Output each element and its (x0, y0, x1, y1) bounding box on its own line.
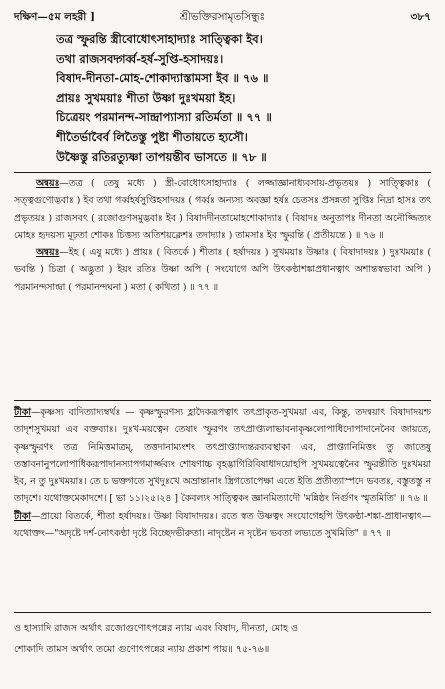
translation-line: শোকাদি তামস অর্থাৎ তমো গুণোৎপন্নের ন্যায় প্রকাশ পায়॥ ৭৫-৭৬॥ (14, 644, 270, 655)
divider-bottom (14, 612, 431, 613)
verse-line: তত্র স্ফুরন্তি স্ত্রীবোধোৎসাহাদ্যাঃ সাত্ত্বিকা ইব। (56, 32, 263, 46)
verse-line: প্রায়ঃ সুখময়াঃ শীতা উষ্ণা দুঃখময়া ইহ। (56, 90, 236, 105)
translation-line: ও হাস্যাদি রাজস অর্থাৎ রজোগুণোৎপন্নের ন্যায় এবং বিষাদ, দীনতা, মোহ ও (14, 623, 298, 634)
anvaya-section (14, 175, 431, 296)
page-number: ৩৮৭ (410, 11, 431, 23)
header-book-title: শ্রীভক্তিরসামৃতসিন্ধুঃ (179, 11, 266, 23)
tika-label: টীকা (14, 407, 31, 418)
verse-line: শীতৈর্ভাবৈর্ব লিতৈস্তু পুষ্টা শীতায়তে হ্যসৌ। (56, 129, 248, 144)
divider-top (14, 172, 431, 173)
verse-line: বিষাদ-দীনতা-মোহ-শোকাদ্যাস্তামসা ইব ॥ ৭৬ ॥ (56, 71, 269, 86)
anvaya-76 (14, 175, 431, 244)
running-header (14, 8, 431, 26)
anvaya-label: অন্বয়ঃ (36, 178, 60, 189)
verse-line: তথা রাজসবদ্গর্ব্ব-হর্ষ-সুপ্তি-হসাদয়ঃ। (56, 51, 224, 66)
header-chapter: দক্ষিণ—৫ম লহরী ] (14, 11, 95, 23)
tika-text: —প্রায়ো বিতর্কে, শীতা হর্ষাদয়ঃ। উষ্ণা বিষাদাদয়ঃ। রতে স্বত উষ্ণত্বং সংযোগেহপি উৎকণ্ঠা-শঙ্কা-প্রাধানত্বাৎ—যথোক্তং—"অদৃষ্টে দর্শ-নোৎকণ্ঠা দৃষ্টে বিচ্ছেদভীরুতা। নাদৃষ্টেন ন দৃষ্টেন ভবতা লভ্যতে সুখমিতি" ॥ ৭৭ ॥ (14, 510, 431, 540)
anvaya-text: —ইহ ( এষু মধ্যে ) প্রায়ঃ ( বিতর্কে ) শীতাঃ ( হর্ষাদয়ঃ ) সুখময়াঃ উষ্ণাঃ ( বিষাদাদয়ঃ ) দুঃখময়াঃ ( ভবন্তি ) চিত্রা ( অদ্ভুতা ) ইয়ং রতিঃ উষ্ণা অপি ( সংযোগে অপি উৎকণ্ঠাশঙ্কাপ্রধানত্বাৎ অশান্তস্বভাবা অপি ) পরমানন্দসান্দ্রা ( পরমানন্দঘনা ) মতা ( কথিতা ) ॥ ৭৭ ॥ (14, 247, 431, 293)
verse-block (56, 30, 431, 167)
tika-label: টীকা (14, 510, 31, 522)
verse-line: চিত্রেয়ং পরমানন্দ-সান্দ্রাপ্যাস্যা রতির্মতা ॥ ৭৭ ॥ (56, 110, 272, 125)
tika-77 (14, 508, 431, 543)
tika-text: —কৃষ্ণস্য বাদিত্যাদ্যম্বর্থঃ — কৃষ্ণস্ফুরণস্য হ্লাদৈকরূপত্বাৎ তৎপ্রাকৃত-সুখময়া এব, কিন্তু, তদন্বয়াৎ বিষাদাদয়শ্চ তাদৃশসুখময়া এব বক্তব্যাঃ। দুঃখ-ময়ত্বেন তেষাং স্ফুরণং তৎপ্রাপ্ত্যলাভাবনাকৃষ্ণলোপাধিদোপাদানেনৈব জায়তে, কৃষ্ণস্ফুরণং তত্র নিমিত্তমাত্রম্, তত্তদানাম্যংশং তৎপ্রাপ্ত্যাদ্যন্তরব্যবস্থাকা এব, প্রাপ্ত্যানিমিত্তং তু জাতেষু তস্তাবনানুপলোপাধিকরূপাদানস্যাপগমার্জ্জব্যং শোষণাচ্চ বৃহদ্ভাগিরিবিষাধাদয়োহপি সুখময়ত্বেনৈব স্ফুরন্তীতি দুঃখময়া ইব, ন তু দুঃখময়াঃ। তে চ ভক্তগতে সুখদুঃখে অভ্রান্তানাং স্ত্রিগতোপেক্ষা এতে ইতি প্রতীত্যাস্পদে ভবতঃ, বস্তুতস্তু ন তাদৃশে। যথোক্তমেকাদশে। [ ভা ১১।২৫।২৪ ] কৈবল্যং সাত্ত্বিকং জ্ঞানমিত্যাদৌ 'মন্নিষ্ঠং নির্গুণং স্মৃতমিতি' ॥ ৭৬ ॥ (14, 407, 431, 505)
divider-tika (14, 400, 431, 401)
tika-76 (14, 404, 431, 508)
anvaya-label: অন্বয়ঃ (36, 247, 60, 259)
translation-note (14, 618, 431, 660)
anvaya-text: —তত্র ( তেষু মধ্যে ) স্ত্রী-বোধোৎসাহাদ্যাঃ ( লজ্জাজ্ঞানাধ্যবসায়-প্রভৃতয়ঃ ) সাত্ত্বিকাঃ ( সত্ত্বগুণোদ্ভবাঃ ) ইব তথা গর্ব্বহর্ষসুপ্তিহসাদয়ঃ ( গর্ব্বঃ অন্যস্য অবজ্ঞা হর্ষঃ চেতসঃ প্রসন্নতা সুপ্তিঃ নিদ্রা হাসঃ তৎ প্রভৃতয়ঃ ) রাজসবৎ ( রজোগুণসমুদ্ভবাঃ ইব ) বিষাদদীনতামোহশোকাদ্যাঃ ( বিষাদঃ অনুতাপঃ দীনতা অনৌজ্জিত্যং মোহঃ হৃদয়স্য মূঢ়তা শোকঃ চিত্তস্য অতিশয়ক্লেশঃ তদাদ্যাঃ ) তামসাঃ ইব স্ফুরন্তি ( প্রতীয়ন্তে ) ॥ ৭৬ ॥ (14, 178, 431, 241)
tika-section (14, 404, 431, 542)
verse-line: উষ্ণৈস্তু রতিরত্যুষ্ণা তাপয়ন্তীব ভাসতে ॥ ৭৮ ॥ (56, 149, 267, 164)
anvaya-77 (14, 244, 431, 296)
